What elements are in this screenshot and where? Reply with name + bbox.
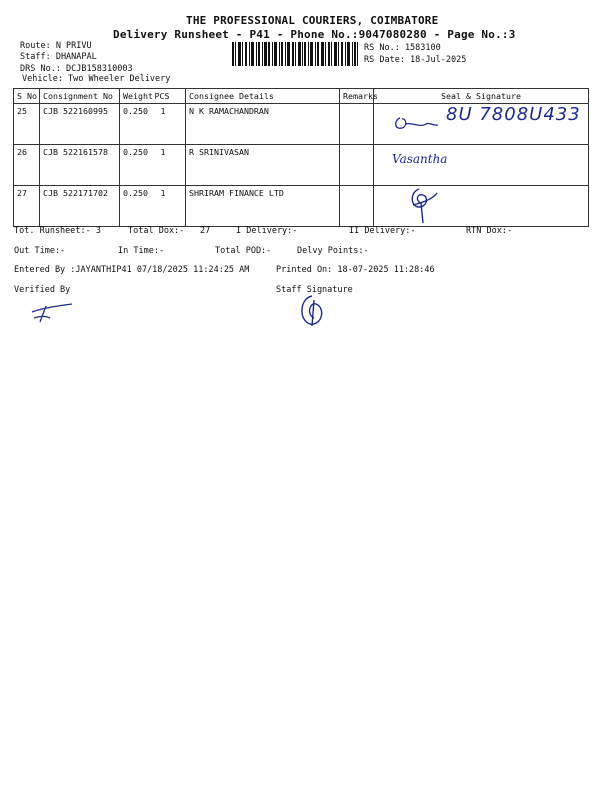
col-pcs: PCS [152, 89, 186, 104]
verified-signature [28, 300, 76, 326]
row-consignee: R SRINIVASAN [186, 145, 340, 186]
out-time: Out Time:- [14, 246, 66, 256]
vehicle-label: Vehicle: Two Wheeler Delivery [22, 74, 171, 84]
row-sno: 25 [14, 104, 40, 145]
row-pcs: 1 [152, 186, 186, 227]
row-consignee: SHRIRAM FINANCE LTD [186, 186, 340, 227]
company-title: THE PROFESSIONAL COURIERS, COIMBATORE [186, 14, 439, 27]
rtn-dox: RTN Dox:- [466, 226, 513, 236]
entered-by: Entered By :JAYANTHIP41 07/18/2025 11:24:25 AM [14, 265, 250, 275]
row-consignee: N K RAMACHANDRAN [186, 104, 340, 145]
row-sno: 26 [14, 145, 40, 186]
row-weight: 0.250 [120, 145, 152, 186]
row-remarks [340, 104, 374, 145]
col-remarks: Remarks [340, 89, 374, 104]
printed-on: Printed On: 18-07-2025 11:28:46 [276, 265, 435, 275]
row-weight: 0.250 [120, 186, 152, 227]
row-consignment: CJB 522161578 [40, 145, 120, 186]
row-consignment: CJB 522160995 [40, 104, 120, 145]
table-row [14, 186, 589, 227]
staff-signature-mark [294, 294, 330, 328]
col-consignment: Consignment No [40, 89, 120, 104]
ii-delivery: II Delivery:- [349, 226, 416, 236]
barcode-image [232, 42, 358, 66]
verified-by: Verified By [14, 285, 71, 295]
tot-runsheet: Tot. Runsheet:- 3 [14, 226, 101, 236]
col-consignee: Consignee Details [186, 89, 340, 104]
handwritten-name: Vasantha [392, 152, 448, 166]
in-time: In Time:- [118, 246, 165, 256]
row-remarks [340, 186, 374, 227]
rs-number: RS No.: 1583100 [364, 43, 441, 53]
staff-signature-label: Staff Signature [276, 285, 353, 295]
col-sno: S No [14, 89, 40, 104]
handwritten-phone: 8U 7808U433 [446, 104, 581, 125]
row-pcs: 1 [152, 145, 186, 186]
row-remarks [340, 145, 374, 186]
row-pcs: 1 [152, 104, 186, 145]
total-dox-label: Total Dox:- [128, 226, 185, 236]
row-weight: 0.250 [120, 104, 152, 145]
signature-row-27 [405, 183, 445, 227]
runsheet-subtitle: Delivery Runsheet - P41 - Phone No.:9047080280 - Page No.:3 [113, 28, 516, 41]
table-header-row [14, 89, 589, 104]
table-row [14, 145, 589, 186]
drs-number: DRS No.: DCJB158310003 [20, 64, 133, 74]
row-sno: 27 [14, 186, 40, 227]
total-pod: Total POD:- [215, 246, 272, 256]
delvy-points: Delvy Points:- [297, 246, 369, 256]
rs-date: RS Date: 18-Jul-2025 [364, 55, 467, 65]
col-seal-signature: Seal & Signature [374, 89, 589, 104]
i-delivery: I Delivery:- [236, 226, 298, 236]
col-weight: Weight [120, 89, 152, 104]
total-dox-value: 27 [200, 226, 211, 236]
row-consignment: CJB 522171702 [40, 186, 120, 227]
route-label: Route: N PRIVU [20, 41, 92, 51]
staff-label: Staff: DHANAPAL [20, 52, 97, 62]
